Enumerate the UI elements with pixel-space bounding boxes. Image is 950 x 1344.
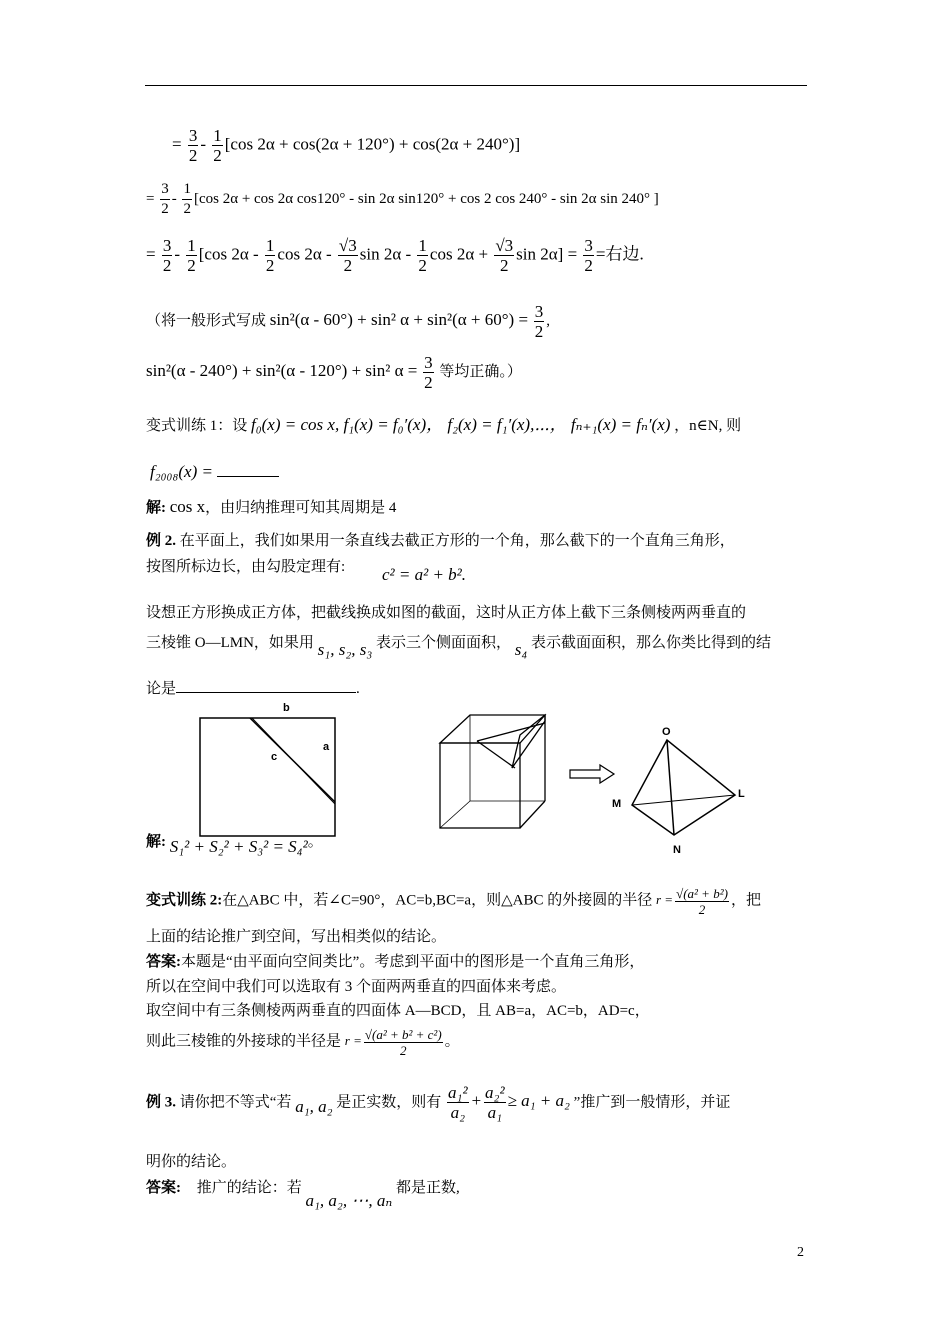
fraction: $\frac{3}{2}$ [162,236,172,275]
answer-2-line-3 [146,999,650,1020]
solution-label: 解: [146,500,166,516]
fraction: $\frac{1}{2}$ [213,126,222,165]
answer-text: 取空间中有三条侧棱两两垂直的四面体 A—BCD，且 AB=a，AC=b，AD=c， [146,1003,650,1019]
label-c: c [271,751,278,763]
answer-blank [217,464,279,477]
note-line-2 [146,353,522,392]
variant-label: 变式训练 2: [146,892,223,909]
equals-sign: = [146,190,155,207]
variant-formula: f₀(x) = cos x, f₁(x) = f₀′(x)， f₂(x) = f₁′(x),⋯， fₙ₊₁(x) = fₙ′(x) [251,415,671,434]
square-figure [195,700,345,840]
solution-2 [146,830,323,856]
fraction: $\frac{3}{2}$ [188,126,198,165]
example-text: 表示三个侧面面积， [376,635,512,651]
example-2-line-4 [146,631,772,659]
s-variables: s₁, s₂, s₃ [317,640,373,659]
equals-sign: = [172,134,182,154]
bracket-expression: [cos 2α + cos(2α + 120°) + cos(2α + 240°)] [224,134,521,154]
answer-text: 所以在空间中我们可以选取有 3 个面两两垂直的四面体来考虑。 [146,979,567,995]
solution-formula: S₁² + S₂² + S₃² = S₄² [169,837,308,856]
answer-label: 答案: [146,1180,181,1196]
example-label: 例 2. [146,533,177,549]
variant-training-1 [146,410,741,435]
variant-question [150,462,279,482]
header-rule [145,85,807,86]
label-l: L [738,788,745,800]
fraction: $\frac{1}{2}$ [418,236,427,275]
example-3-line-2 [146,1150,236,1171]
question-formula: f₂₀₀₈(x) = [150,462,213,481]
example-text: 设想正方形换成正方体，把截线换成如图的截面，这时从正方体上截下三条侧棱两两垂直的 [146,605,747,621]
period: . [356,681,360,697]
answer-3 [146,1176,460,1210]
answer-2-line-2 [146,975,566,996]
cube-figure [435,713,550,833]
label-n: N [673,844,681,856]
equation-line-3: = $\frac{3}{2}$ - $\frac{1}{2}$ [cos 2α - $\frac{1}{2}$ cos 2α - $\frac{√3}{2}$ sin 2α - $\frac{1}{2}$ cos 2α + $\frac{√3}{2}$ sin 2α] = $\frac{3}{2}$ =右边. [146,236,644,275]
term: sin 2α] [516,244,564,264]
label-a: a [323,741,330,753]
fraction: $\frac{1}{2}$ [187,236,196,275]
result-fraction: $\frac{3}{2}$ [584,236,593,275]
pyramid-figure [610,725,760,855]
answer-text: 则此三棱锥的外接球的半径是 [146,1033,342,1050]
note-formula-1: sin²(α - 60°) + sin² α + sin²(α + 60°) = [269,309,529,329]
example-label: 例 3. [146,1094,177,1111]
solution-formula: cos x [169,497,206,516]
example-text: 明你的结论。 [146,1154,237,1170]
fraction: $\frac{3}{2}$ [534,302,544,341]
example-text: 论是 [146,681,177,697]
example-2-line-1 [146,529,735,550]
term: [cos 2α - [198,244,259,264]
sphere-radius-formula: r = $\frac{\text{√(a² + b² + c²)}}{2}$ [344,1027,442,1058]
example-text: 按图所标边长，由勾股定理有: [146,559,346,575]
example-text: 在平面上，我们如果用一条直线去截正方形的一个角，那么截下的一个直角三角形， [179,533,735,549]
variant-suffix: ，n∈N, 则 [674,418,742,434]
inequality: $\frac{\text{a₁²}}{\text{a₂}}$ + $\frac{\text{a₂²}}{\text{a₁}}$ ≥ a₁ + a₂ [448,1083,570,1122]
term: cos 2α - [277,244,332,264]
minus-sign: - [200,134,207,154]
fraction: $\frac{1}{2}$ [183,181,191,217]
fraction: $\frac{3}{2}$ [424,353,433,392]
example-text: 三棱锥 O—LMN，如果用 [146,635,314,651]
example-text: 请你把不等式“若 [179,1094,292,1111]
minus-sign: - [171,190,177,207]
note-suffix: 等均正确。） [439,363,522,380]
solution-text: ，由归纳推理可知其周期是 4 [205,500,397,516]
answer-blank [176,680,356,693]
term: cos 2α + [429,244,489,264]
term: sin 2α - [359,244,412,264]
answer-label: 答案: [146,954,181,970]
example-2-line-2 [146,555,345,576]
fraction: $\frac{√3}{2}$ [495,236,514,275]
comma: , [546,312,551,329]
period: 。 [444,1033,460,1050]
period: 。 [307,834,323,850]
label-b: b [283,702,290,714]
note-prefix: （将一般形式写成 [146,312,267,329]
fraction: $\frac{1}{2}$ [265,236,275,275]
page-number: 2 [797,1245,804,1260]
solution-label: 解: [146,834,166,850]
radius-formula: r = $\frac{\text{√(a² + b²)}}{2}$ [655,886,728,917]
variant-training-2 [146,886,761,917]
example-3-line-1 [146,1083,730,1122]
answer-text: 本题是“由平面向空间类比”。考虑到平面中的图形是一个直角三角形， [181,954,645,970]
answer-2-line-4 [146,1027,460,1058]
variant-training-2-line-2 [146,925,446,946]
variant-label: 变式训练 1：设 [146,418,248,434]
answer-text: 推广的结论：若 [196,1180,302,1196]
example-2-line-3 [146,601,746,622]
equals-sign: = [567,244,578,264]
fraction: $\frac{3}{2}$ [161,181,169,217]
equals-sign: = [146,244,156,264]
note-line-1 [146,302,550,341]
s4-variable: s₄ [514,640,528,659]
variant-text: 上面的结论推广到空间，写出相类似的结论。 [146,929,447,945]
variables: a₁, a₂, ⋯, aₙ [305,1191,393,1210]
bracket-expression: [cos 2α + cos 2α cos120° - sin 2α sin120° + cos 2 cos 240° - sin 2α sin 240° ] [193,190,659,207]
variables: a₁, a₂ [295,1097,333,1117]
equation-line-2 [146,180,659,219]
arrow-icon [568,764,616,784]
example-2-line-5 [146,677,360,698]
variant-text: 在△ABC 中，若∠C=90°，AC=b,BC=a，则△ABC 的外接圆的半径 [222,892,653,909]
result-text: =右边. [595,244,644,264]
answer-2-line-1 [146,950,644,971]
answer-text: 都是正数, [395,1180,460,1196]
variant-text: ，把 [730,892,761,909]
example-text: 表示截面面积，那么你类比得到的结 [531,635,772,651]
fraction: $\frac{√3}{2}$ [338,236,357,275]
pythagorean-formula: c² = a² + b². [382,565,467,584]
equation-line-1 [172,126,520,165]
label-m: M [612,798,622,810]
label-o: O [662,726,671,738]
solution-1 [146,496,396,517]
example-text: ”推广到一般情形，并证 [573,1094,731,1111]
example-text: 是正实数，则有 [336,1094,442,1111]
note-formula-2: sin²(α - 240°) + sin²(α - 120°) + sin² α = [146,360,418,380]
